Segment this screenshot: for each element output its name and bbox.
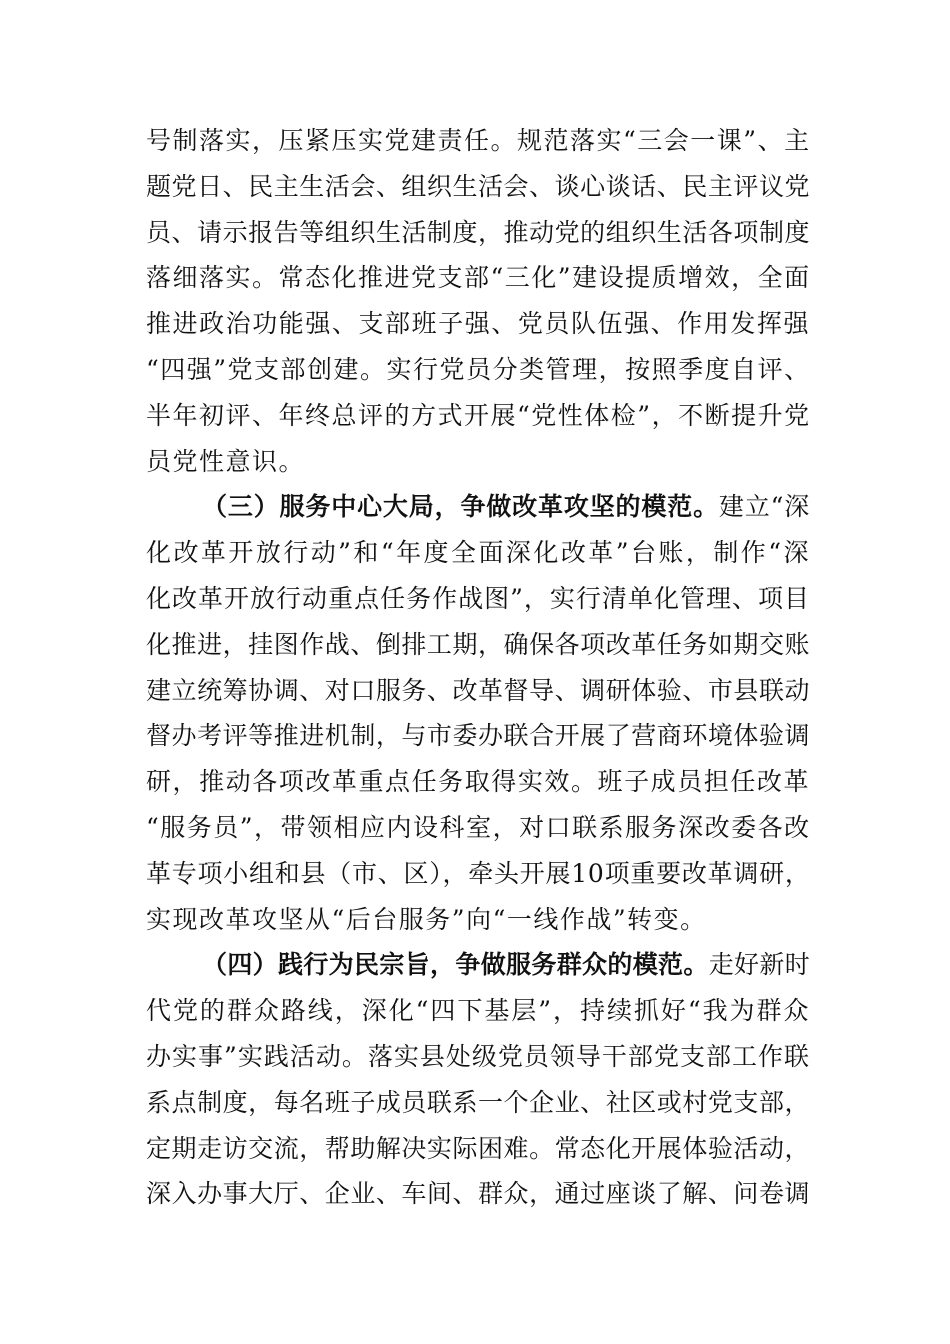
- text-line: 落细落实。常态化推进党支部“三化”建设提质增效，全面: [146, 263, 811, 293]
- text-line: 化改革开放行动重点任务作战图”，实行清单化管理、项目: [146, 583, 810, 613]
- text-run: 建立“深: [718, 492, 810, 522]
- text-line: 代党的群众路线，深化“四下基层”，持续抓好“我为群众: [146, 996, 810, 1026]
- section-heading-four: （四）践行为民宗旨，争做服务群众的模范。: [202, 950, 709, 980]
- paragraph-serve-people: [146, 942, 810, 1217]
- text-line: 号制落实，压紧压实党建责任。规范落实“三会一课”、主: [146, 126, 811, 155]
- text-line-first: [146, 484, 810, 530]
- text-line: 研，推动各项改革重点任务取得实效。班子成员担任改革: [146, 767, 810, 797]
- text-line: 革专项小组和县（市、区），牵头开展10项重要改革调研，: [146, 858, 811, 888]
- text-line: “四强”党支部创建。实行党员分类管理，按照季度自评、: [146, 354, 811, 384]
- text-line: 深入办事大厅、企业、车间、群众，通过座谈了解、问卷调: [146, 1179, 810, 1209]
- text-line: 题党日、民主生活会、组织生活会、谈心谈话、民主评议党: [146, 171, 810, 201]
- text-line: 实现改革攻坚从“后台服务”向“一线作战”转变。: [146, 904, 707, 934]
- text-line: 推进政治功能强、支部班子强、党员队伍强、作用发挥强: [146, 309, 810, 339]
- text-line: 半年初评、年终总评的方式开展“党性体检”，不断提升党: [146, 400, 811, 430]
- text-line: 员党性意识。: [146, 446, 306, 476]
- text-line: 化改革开放行动”和“年度全面深化改革”台账，制作“深: [146, 538, 810, 568]
- text-line: 员、请示报告等组织生活制度，推动党的组织生活各项制度: [146, 217, 810, 247]
- document-body: [146, 118, 810, 1217]
- paragraph-reform: [146, 484, 810, 942]
- paragraph-party-building: [146, 118, 810, 484]
- text-line: 督办考评等推进机制，与市委办联合开展了营商环境体验调: [146, 721, 810, 751]
- text-line: 系点制度，每名班子成员联系一个企业、社区或村党支部，: [146, 1087, 810, 1117]
- text-line: “服务员”，带领相应内设科室，对口联系服务深改委各改: [146, 812, 811, 842]
- text-line: 办实事”实践活动。落实县处级党员领导干部党支部工作联: [146, 1041, 810, 1071]
- text-line: 化推进，挂图作战、倒排工期，确保各项改革任务如期交账: [146, 629, 810, 659]
- text-line: 定期走访交流，帮助解决实际困难。常态化开展体验活动，: [146, 1133, 810, 1163]
- text-line-first: [146, 942, 810, 988]
- section-heading-three: （三）服务中心大局，争做改革攻坚的模范。: [202, 492, 719, 522]
- text-line: 建立统筹协调、对口服务、改革督导、调研体验、市县联动: [146, 675, 810, 705]
- text-run: 走好新时: [708, 950, 810, 980]
